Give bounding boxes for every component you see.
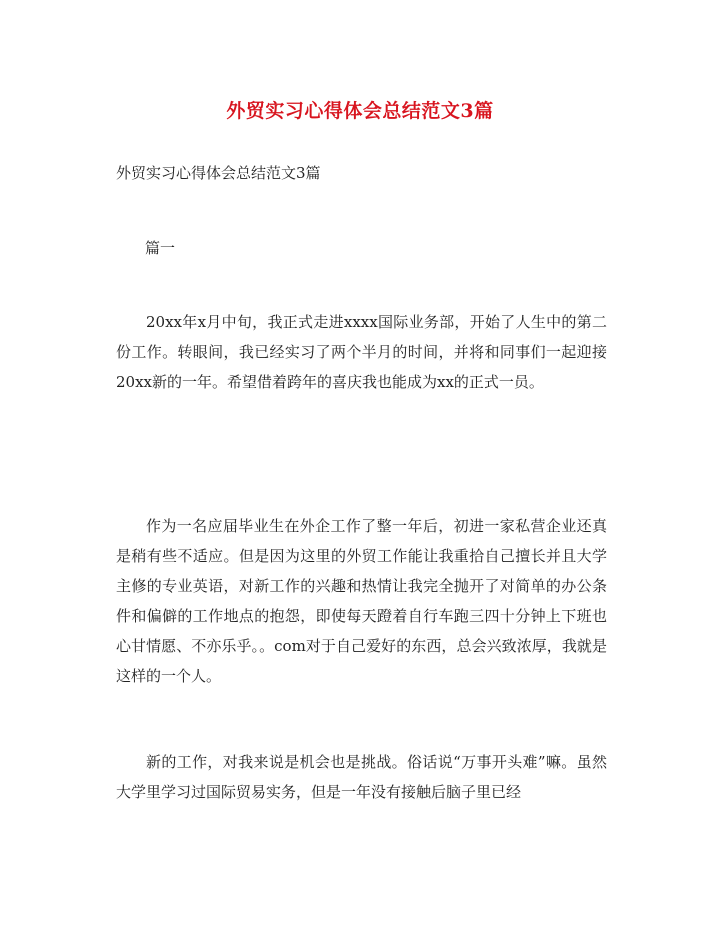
section-heading: 篇一 (145, 239, 176, 257)
document-title: 外贸实习心得体会总结范文3篇 (226, 100, 494, 122)
document-subtitle: 外贸实习心得体会总结范文3篇 (116, 164, 321, 182)
paragraph-2: 作为一名应届毕业生在外企工作了整一年后，初进一家私营企业还真是稍有些不适应。但是因为这里的外贸工作能让我重拾自己擅长并且大学主修的专业英语，对新工作的兴趣和热情让我完全抛开了对简单的办公条件和偏僻的工作地点的抱怨，即使每天蹬着自行车跑三四十分钟上下班也心甘情愿、不亦乐乎。。com对于自己爱好的东西，总会兴致浓厚，我就是这样的一个人。 (116, 517, 607, 685)
paragraph-3: 新的工作，对我来说是机会也是挑战。俗话说“万事开头难”嘛。虽然大学里学习过国际贸易实务，但是一年没有接触后脑子里已经 (116, 753, 607, 801)
paragraph-1: 20xx年x月中旬，我正式走进xxxx国际业务部，开始了人生中的第二份工作。转眼间，我已经实习了两个半月的时间，并将和同事们一起迎接20xx新的一年。希望借着跨年的喜庆我也能成为xx的正式一员。 (116, 313, 607, 391)
